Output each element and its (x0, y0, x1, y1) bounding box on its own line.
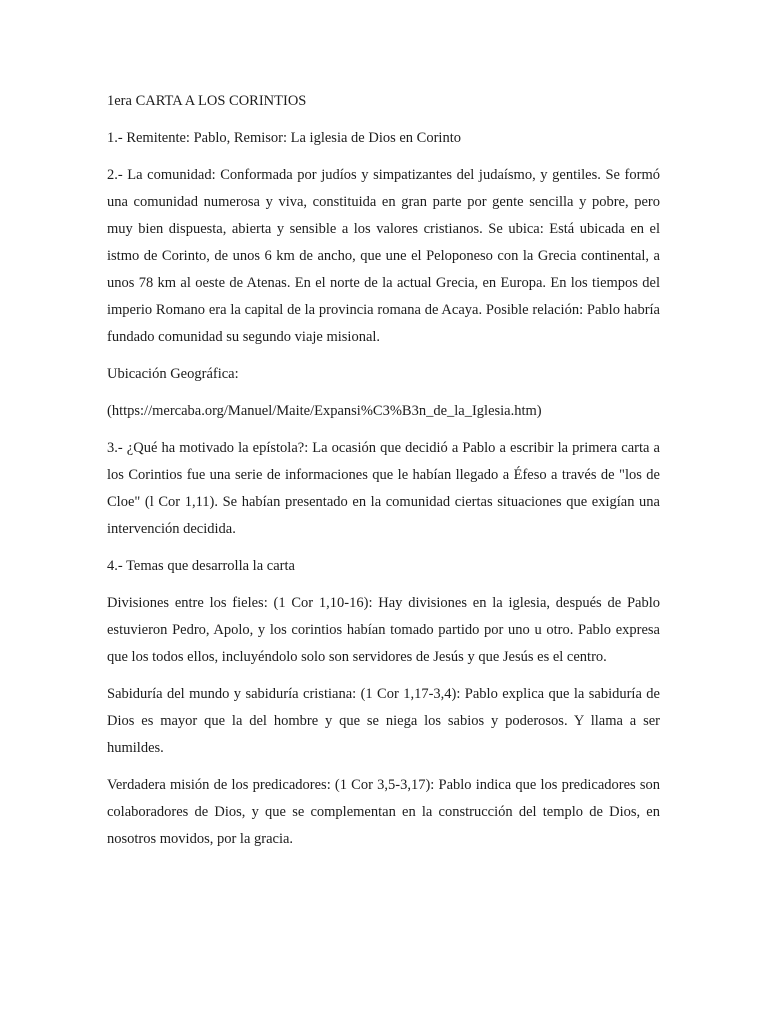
paragraph-community: 2.- La comunidad: Conformada por judíos y simpatizantes del judaísmo, y gentiles. Se formó una comunidad numerosa y viva, constituida en gran parte por gente sencilla y pobre, pero muy bien dispuesta, abierta y sensible a los valores cristianos. Se ubica: Está ubicada en el istmo de Corinto, de unos 6 km de ancho, que une el Peloponeso con la Grecia continental, a unos 78 km al oeste de Atenas. En el norte de la actual Grecia, en Europa. En los tiempos del imperio Romano era la capital de la provincia romana de Acaya. Posible relación: Pablo habría fundado comunidad su segundo viaje misional. (107, 167, 660, 345)
paragraph-sender: 1.- Remitente: Pablo, Remisor: La iglesia de Dios en Corinto (107, 130, 461, 146)
document-title: 1era CARTA A LOS CORINTIOS (107, 93, 307, 109)
paragraph-themes-heading: 4.- Temas que desarrolla la carta (107, 558, 295, 574)
paragraph-geographic-location: Ubicación Geográfica: (107, 366, 239, 382)
paragraph-preachers: Verdadera misión de los predicadores: (1 Cor 3,5-3,17): Pablo indica que los predicadores son colaboradores de Dios, y que se complementan en la construcción del templo de Dios, en nosotros movidos, por la gracia. (107, 777, 660, 847)
document-body (107, 88, 660, 863)
paragraph-motivation: 3.- ¿Qué ha motivado la epístola?: La ocasión que decidió a Pablo a escribir la primera carta a los Corintios fue una serie de informaciones que le habían llegado a Éfeso a través de "los de Cloe" (l Cor 1,11). Se habían presentado en la comunidad ciertas situaciones que exigían una intervención decidida. (107, 440, 660, 537)
paragraph-divisions: Divisiones entre los fieles: (1 Cor 1,10-16): Hay divisiones en la iglesia, después de Pablo estuvieron Pedro, Apolo, y los corintios habían tomado partido por uno u otro. Pablo expresa que los todos ellos, incluyéndolo solo son servidores de Jesús y que Jesús es el centro. (107, 595, 660, 665)
paragraph-wisdom: Sabiduría del mundo y sabiduría cristiana: (1 Cor 1,17-3,4): Pablo explica que la sabiduría de Dios es mayor que la del hombre y que se niega los sabios y poderosos. Y llama a ser humildes. (107, 686, 660, 756)
paragraph-source-url: (https://mercaba.org/Manuel/Maite/Expansi%C3%B3n_de_la_Iglesia.htm) (107, 403, 542, 419)
